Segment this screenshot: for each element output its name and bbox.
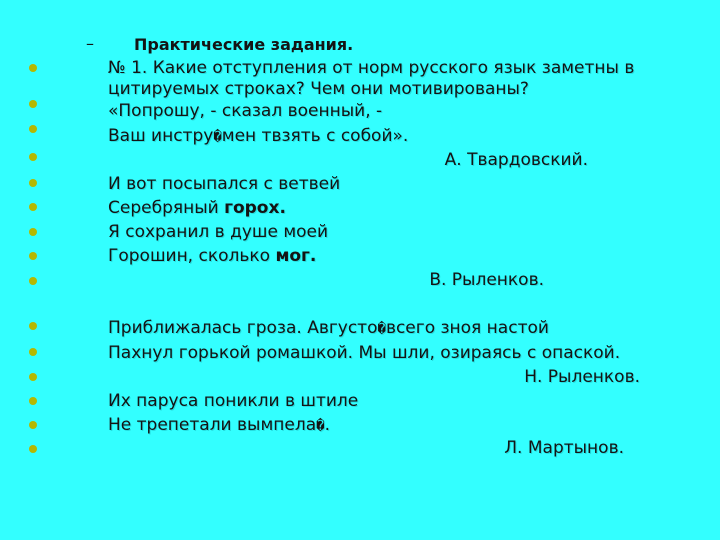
author-rylenkov: В. Рыленков. [429, 270, 544, 290]
quote-line [108, 318, 549, 339]
bullet [29, 153, 37, 161]
quote-line [108, 198, 286, 218]
unknown-glyph: � [377, 321, 386, 337]
bullet [29, 252, 37, 260]
quote-text: Ваш инстру [108, 126, 214, 146]
bullet [29, 125, 37, 133]
quote-text: всего зноя настой [385, 318, 549, 338]
bullet [29, 348, 37, 356]
quote-line [108, 415, 330, 436]
bullet [29, 373, 37, 381]
author-rylenkov-2: Н. Рыленков. [524, 367, 640, 387]
highlighted-word: горох. [224, 198, 286, 218]
bullet [29, 228, 37, 236]
bullet [29, 397, 37, 405]
unknown-glyph: � [316, 418, 325, 434]
quote-text: мен твзять с собой». [221, 126, 409, 146]
quote-line: Пахнул горькой ромашкой. Мы шли, озираясь с опаской. [108, 343, 621, 363]
author-tvardovsky: А. Твардовский. [444, 150, 588, 170]
quote-line [108, 126, 408, 147]
task-question-line-2: цитируемых строках? Чем они мотивированы? [108, 79, 529, 99]
bullet [29, 445, 37, 453]
quote-text: . [324, 415, 330, 435]
bullet [29, 421, 37, 429]
highlighted-word: мог. [275, 246, 317, 266]
author-martynov: Л. Мартынов. [504, 438, 624, 458]
bullet [29, 277, 37, 285]
title-dash: – [86, 34, 94, 53]
bullet [29, 64, 37, 72]
bullet [29, 179, 37, 187]
quote-text: Серебряный [108, 198, 225, 218]
task-question-line-1: № 1. Какие отступления от норм русского язык заметны в [108, 58, 635, 78]
slide-title: Практические задания. [134, 35, 354, 54]
bullet [29, 203, 37, 211]
quote-text: Горошин, сколько [108, 246, 276, 266]
quote-line: Их паруса поникли в штиле [108, 391, 359, 411]
quote-line [108, 246, 316, 266]
unknown-glyph: � [213, 129, 222, 145]
bullet [29, 100, 37, 108]
quote-text: Приближалась гроза. Августо [108, 318, 378, 338]
quote-line: «Попрошу, - сказал военный, - [108, 101, 383, 121]
quote-text: Не трепетали вымпела [108, 415, 317, 435]
bullet [29, 322, 37, 330]
quote-line: И вот посыпался с ветвей [108, 174, 341, 194]
quote-line: Я сохранил в душе моей [108, 222, 329, 242]
